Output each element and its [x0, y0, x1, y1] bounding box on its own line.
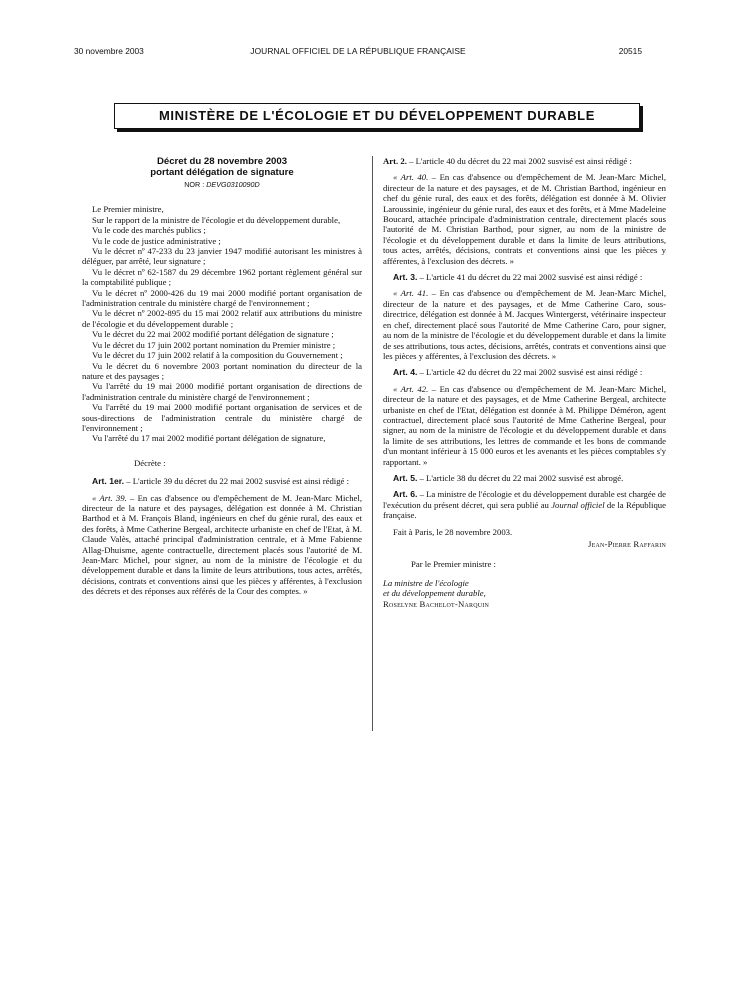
nor-label: NOR :: [184, 180, 207, 189]
preamble-line: Vu le code des marchés publics ;: [92, 225, 206, 236]
preamble-line: Vu le décret nº 2000-426 du 19 mai 2000 modifié portant organisation de l'administration centrale du ministère chargé de l'environnement ;: [82, 287, 362, 309]
preamble-line: Vu l'arrêté du 19 mai 2000 modifié portant organisation de services et de sous-directions de l'administration centrale du ministère chargé de l'environnement ;: [82, 402, 362, 433]
preamble-line: Vu le décret du 17 juin 2002 relatif à la composition du Gouvernement ;: [92, 350, 343, 361]
article-2-quote-label: « Art. 40.: [393, 172, 429, 183]
article-6-journal: Journal officiel: [551, 499, 605, 510]
article-6-text-end: de la République française.: [383, 499, 666, 521]
article-1-quote: [82, 493, 362, 597]
nor-reference: [82, 180, 362, 190]
article-4: [383, 367, 666, 377]
preamble-line: Vu le décret nº 2002-895 du 15 mai 2002 relatif aux attributions du ministre de l'écologie et du développement durable ;: [82, 308, 362, 329]
article-5: [383, 473, 666, 483]
article-4-text: – L'article 42 du décret du 22 mai 2002 susvisé est ainsi rédigé :: [417, 367, 643, 378]
header-page-number: 20515: [618, 46, 642, 56]
par-le-premier-ministre: Par le Premier ministre :: [411, 559, 496, 570]
minister-name: Roselyne Bachelot-Narquin: [383, 598, 489, 609]
preamble-line: Vu le code de justice administrative ;: [92, 235, 221, 246]
article-5-label: Art. 5.: [393, 472, 418, 483]
header-date: 30 novembre 2003: [74, 46, 144, 56]
header-journal-title: JOURNAL OFFICIEL DE LA RÉPUBLIQUE FRANÇAISE: [250, 46, 466, 56]
preamble-line: Vu le décret du 6 novembre 2003 portant nomination du directeur de la nature et des paysages ;: [82, 360, 362, 381]
article-2: [383, 156, 666, 166]
article-6-label: Art. 6.: [393, 489, 418, 500]
article-4-quote: [383, 384, 666, 467]
minister-title: [383, 578, 666, 599]
column-divider: [372, 156, 373, 731]
minister-title-line-2: et du développement durable,: [383, 588, 486, 599]
article-2-label: Art. 2.: [383, 156, 407, 166]
preamble-line: Vu l'arrêté du 17 mai 2002 modifié portant délégation de signature,: [92, 433, 326, 444]
preamble-line: Vu l'arrêté du 19 mai 2000 modifié portant organisation de directions de l'administration centrale du ministère chargé de l'environnement ;: [82, 381, 362, 402]
article-1-text: – L'article 39 du décret du 22 mai 2002 susvisé est ainsi rédigé :: [124, 476, 349, 487]
article-6-text: – La ministre de l'écologie et du développement durable est chargée de l'exécution du présent décret, qui sera publié au: [383, 489, 666, 510]
article-3-text: – L'article 41 du décret du 22 mai 2002 susvisé est ainsi rédigé :: [417, 272, 643, 283]
nor-code: DEVG0310090D: [206, 180, 260, 189]
article-6: [383, 489, 666, 520]
preamble-line: Vu le décret nº 62-1587 du 29 décembre 1962 portant règlement général sur la comptabilité publique ;: [82, 266, 362, 288]
article-2-quote-text: – En cas d'absence ou d'empêchement de M. Jean-Marc Michel, directeur de la nature et des paysages, et de M. Christian Barthod, ingénieur en chef du génie rural, des eaux et des forêts, délégation est donnée à M. Olivier Laroussinie, ingénieur du génie rural, des eaux et des forêts, et à Mme Madeleine Boucard, attachée principale d'administration centrale, directement placés sous l'autorité de M. Christian Barthod, pour signer, au nom de la ministre de l'écologie et du développement durable et dans la limite de leurs attributions, tous actes, arrêtés, décisions, contrats et conventions ainsi que les pièces y afférentes, à l'exclusion des décrets. »: [383, 172, 666, 266]
page-header: [74, 46, 642, 60]
article-2-quote: [383, 172, 666, 266]
article-1-quote-text: – En cas d'absence ou d'empêchement de M. Jean-Marc Michel, directeur de la nature et des paysages, délégation est donnée à M. Christian Barthod et à M. François Bland, ingénieurs en chef du génie rural, des eaux et des forêts, à Mme Catherine Bergeal, architecte urbaniste en chef de l'Etat, à M. Claude Valès, attaché principal d'administration centrale, et à Mme Fabienne Allag-Dhuisme, agente contractuelle, directement placés sous l'autorité de M. Jean-Marc Michel, pour signer, au nom de la ministre de l'écologie et du développement durable et dans la limite de leurs attributions, tous actes, arrêtés, décisions, contrats et conventions ainsi que les pièces y afférentes, à l'exclusion des décrets et des réponses aux référés de la Cour des comptes. »: [82, 492, 362, 597]
prime-minister-name: Jean-Pierre Raffarin: [588, 539, 666, 549]
decree-subtitle: portant délégation de signature: [150, 167, 294, 178]
preamble-line: Sur le rapport de la ministre de l'écologie et du développement durable,: [92, 214, 341, 225]
article-3-quote-label: « Art. 41.: [393, 288, 429, 299]
article-3-quote: [383, 288, 666, 361]
article-3-quote-text: – En cas d'absence ou d'empêchement de M. Jean-Marc Michel, directeur de la nature et des paysages, et de Mme Catherine Caro, sous-directrice, délégation est donnée à M. Jacques Wintergerst, vétérinaire inspecteur en chef, directement placé sous l'autorité de Mme Catherine Caro, pour signer, au nom de la ministre de l'écologie et du développement durable et dans la limite de ses attributions, tous actes, décisions, arrêtés, contrats et conventions ainsi que les pièces y afférentes, à l'exclusion des décrets. »: [383, 288, 666, 361]
article-4-quote-label: « Art. 42.: [393, 383, 429, 394]
right-column: [383, 156, 666, 609]
article-1: [82, 476, 362, 486]
left-column: [82, 156, 362, 597]
preamble-line: Vu le décret nº 47-233 du 23 janvier 1947 modifié autorisant les ministres à déléguer, par arrêté, leur signature ;: [82, 246, 362, 267]
minister-title-line-1: La ministre de l'écologie: [383, 577, 469, 588]
article-4-quote-text: – En cas d'absence ou d'empêchement de M. Jean-Marc Michel, directeur de la nature et des paysages, et de Mme Catherine Bergeal, architecte urbaniste en chef de l'Etat, délégation est donnée à M. Philippe Déméron, agent contractuel, directement placé sous l'autorité de Mme Catherine Bergeal, pour signer, au nom de la ministre de l'écologie et du développement durable et dans la limite de ses attributions, les lettres de commande et les bons de commande d'un montant inférieur à 15 000 euros et les avenants et les pièces comptables s'y rapportant. »: [383, 383, 666, 467]
signature-place-date: Fait à Paris, le 28 novembre 2003.: [393, 526, 513, 537]
article-1-quote-label: « Art. 39.: [92, 492, 127, 503]
ministry-banner: MINISTÈRE DE L'ÉCOLOGIE ET DU DÉVELOPPEMENT DURABLE: [114, 103, 640, 129]
article-5-text: – L'article 38 du décret du 22 mai 2002 susvisé est abrogé.: [417, 472, 624, 483]
preamble-line: Vu le décret du 22 mai 2002 modifié portant délégation de signature ;: [92, 329, 334, 340]
article-3: [383, 272, 666, 282]
decrete-heading: Décrète :: [134, 457, 166, 468]
article-4-label: Art. 4.: [393, 367, 418, 378]
article-1-label: Art. 1er.: [92, 476, 125, 487]
preamble-line: Le Premier ministre,: [92, 204, 164, 215]
article-3-label: Art. 3.: [393, 272, 418, 283]
decree-title: Décret du 28 novembre 2003: [156, 156, 288, 167]
article-2-text: – L'article 40 du décret du 22 mai 2002 susvisé est ainsi rédigé :: [406, 156, 632, 166]
preamble-line: Vu le décret du 17 juin 2002 portant nomination du Premier ministre ;: [92, 339, 336, 350]
